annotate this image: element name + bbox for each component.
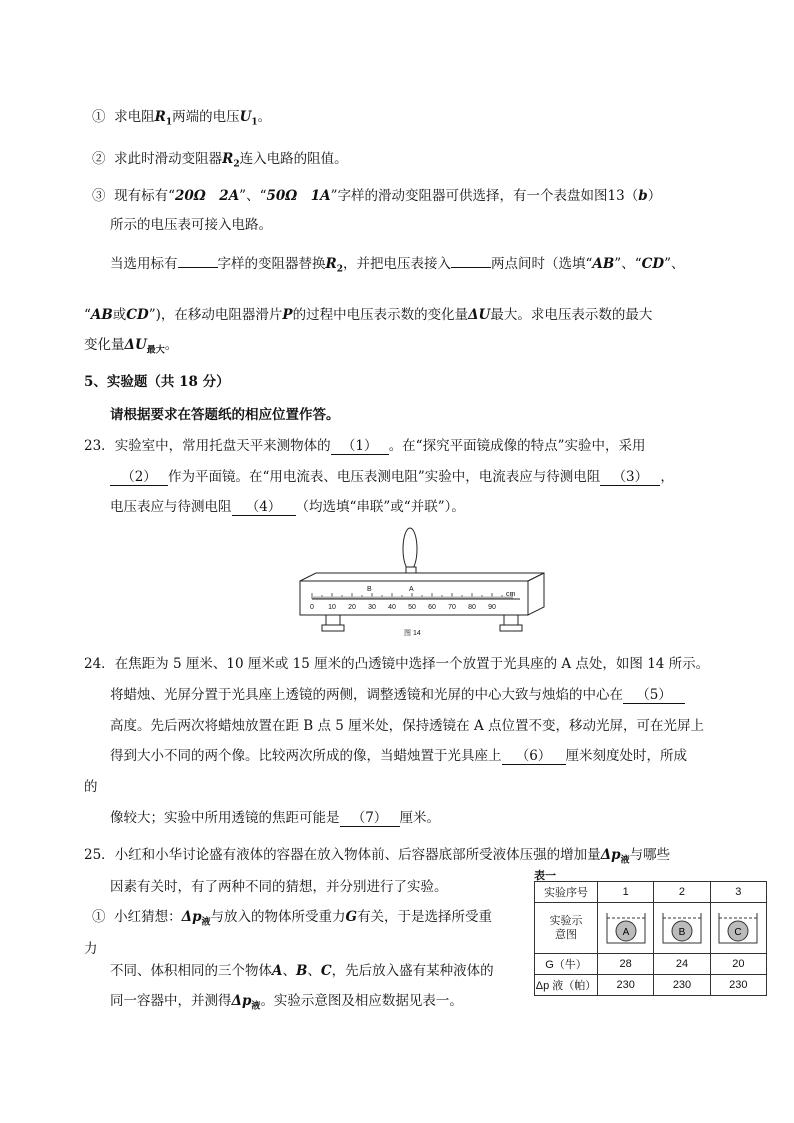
q25-line1: 25．小红和小华讨论盛有液体的容器在放入物体前、后容器底部所受液体压强的增加量$\Delta p_液$与哪些 [84, 847, 671, 866]
q22-item-1: ① 求电阻$R_1$两端的电压$U_1$。 [92, 109, 272, 128]
figure-caption: 图 14 [404, 630, 421, 637]
table1-header-row [535, 882, 767, 903]
scale-tick-label: 60 [428, 604, 436, 611]
point-a-label: A [409, 586, 414, 593]
container-with-object-icon [657, 907, 707, 947]
table1-header: 实验序号 [535, 882, 598, 903]
q24-line3: 高度。先后两次将蜡烛放置在距 B 点 5 厘米处，保持透镜在 A 点位置不变，移动光屏，可在光屏上 [110, 718, 705, 734]
table1-image-row [535, 903, 767, 954]
table1-cell: 24 [654, 954, 710, 975]
q24-line5: 的 [84, 779, 98, 795]
table1 [534, 881, 767, 996]
q22-item-2: ② 求此时滑动变阻器$R_2$连入电路的阻值。 [92, 151, 348, 170]
table1-cell: Δp 液（帕） [535, 975, 598, 996]
object-label: A [622, 926, 629, 938]
table1-cell [598, 903, 654, 954]
q23-line2: （2） 作为平面镜。在“用电流表、电压表测电阻”实验中，电流表应与待测电阻 （3） ， [110, 468, 674, 486]
table1-cell: 230 [598, 975, 654, 996]
figure-14-optical-bench [282, 527, 554, 640]
q24-line4: 得到大小不同的两个像。比较两次所成的像，当蜡烛置于光具座上 （6） 厘米刻度处时，所成 [110, 748, 687, 764]
table1-title: 表一 [534, 870, 556, 882]
table1-cell [710, 903, 766, 954]
table1-cell [654, 903, 710, 954]
table1-cell: 230 [654, 975, 710, 996]
table1-cell: 实验示意图 [535, 903, 598, 954]
scale-tick-label: 10 [328, 604, 336, 611]
table1-cell: G（牛） [535, 954, 598, 975]
object-label: C [734, 926, 742, 938]
q25-line4: 力 [84, 941, 98, 957]
object-label: B [678, 926, 686, 938]
scale-tick-label: 40 [388, 604, 396, 611]
table1-cell: 28 [598, 954, 654, 975]
q22-item-3-line2: 所示的电压表可接入电路。 [110, 217, 272, 233]
lens-icon [403, 528, 417, 570]
scale-tick-label: 70 [448, 604, 456, 611]
q22-choose-line1: 当选用标有 字样的变阻器替换$R_2$，并把电压表接入 两点间时（选填“AB”、“CD”、 [110, 256, 685, 275]
scale-unit: cm [506, 591, 516, 598]
q25-line3: ① 小红猜想：$\Delta p_液$与放入的物体所受重力G有关，于是选择所受重 [92, 909, 493, 928]
table1-dp-row [535, 975, 767, 996]
container-with-object-icon [713, 907, 763, 947]
scale-tick-label: 0 [310, 604, 314, 611]
table1-cell: 230 [710, 975, 766, 996]
table1-cell: 20 [710, 954, 766, 975]
q24-line1: 24．在焦距为 5 厘米、10 厘米或 15 厘米的凸透镜中选择一个放置于光具座的 A 点处，如图 14 所示。 [84, 656, 710, 672]
container-with-object-icon [601, 907, 651, 947]
q23-line3: 电压表应与待测电阻 （4） （均选填“串联”或“并联”）。 [110, 499, 465, 515]
scale-tick-label: 50 [408, 604, 416, 611]
scale-tick-label: 30 [368, 604, 376, 611]
q23-line1: 23．实验室中，常用托盘天平来测物体的 （1） 。在“探究平面镜成像的特点”实验中，采用 [84, 438, 646, 454]
q25-line5: 不同、体积相同的三个物体A、B、C，先后放入盛有某种液体的 [110, 963, 494, 979]
table1-header: 3 [710, 882, 766, 903]
section-title: 5、实验题（共 18 分） [84, 374, 230, 390]
table1-header: 1 [598, 882, 654, 903]
q25-line2: 因素有关时，有了两种不同的猜想，并分别进行了实验。 [110, 879, 448, 895]
section-note: 请根据要求在答题纸的相应位置作答。 [110, 407, 340, 423]
point-b-label: B [367, 586, 372, 593]
q22-choose-line3: 变化量$\Delta U_{最大}$。 [84, 337, 179, 356]
scale-tick-label: 20 [348, 604, 356, 611]
q24-line2: 将蜡烛、光屏分置于光具座上透镜的两侧，调整透镜和光屏的中心大致与烛焰的中心在 （5） [110, 686, 685, 704]
table1-header: 2 [654, 882, 710, 903]
scale-tick-label: 90 [488, 604, 496, 611]
q22-choose-line2: “AB或CD”)，在移动电阻器滑片P的过程中电压表示数的变化量ΔU最大。求电压表示数的最大 [84, 307, 653, 323]
q24-line6: 像较大；实验中所用透镜的焦距可能是 （7） 厘米。 [110, 810, 440, 826]
table1-g-row [535, 954, 767, 975]
q22-item-3: ③ 现有标有“20Ω 2A”、“50Ω 1A”字样的滑动变阻器可供选择，有一个表盘如图13（b） [92, 188, 662, 204]
scale-tick-label: 80 [468, 604, 476, 611]
q25-line6: 同一容器中，并测得$\Delta p_液$。实验示意图及相应数据见表一。 [110, 993, 463, 1012]
